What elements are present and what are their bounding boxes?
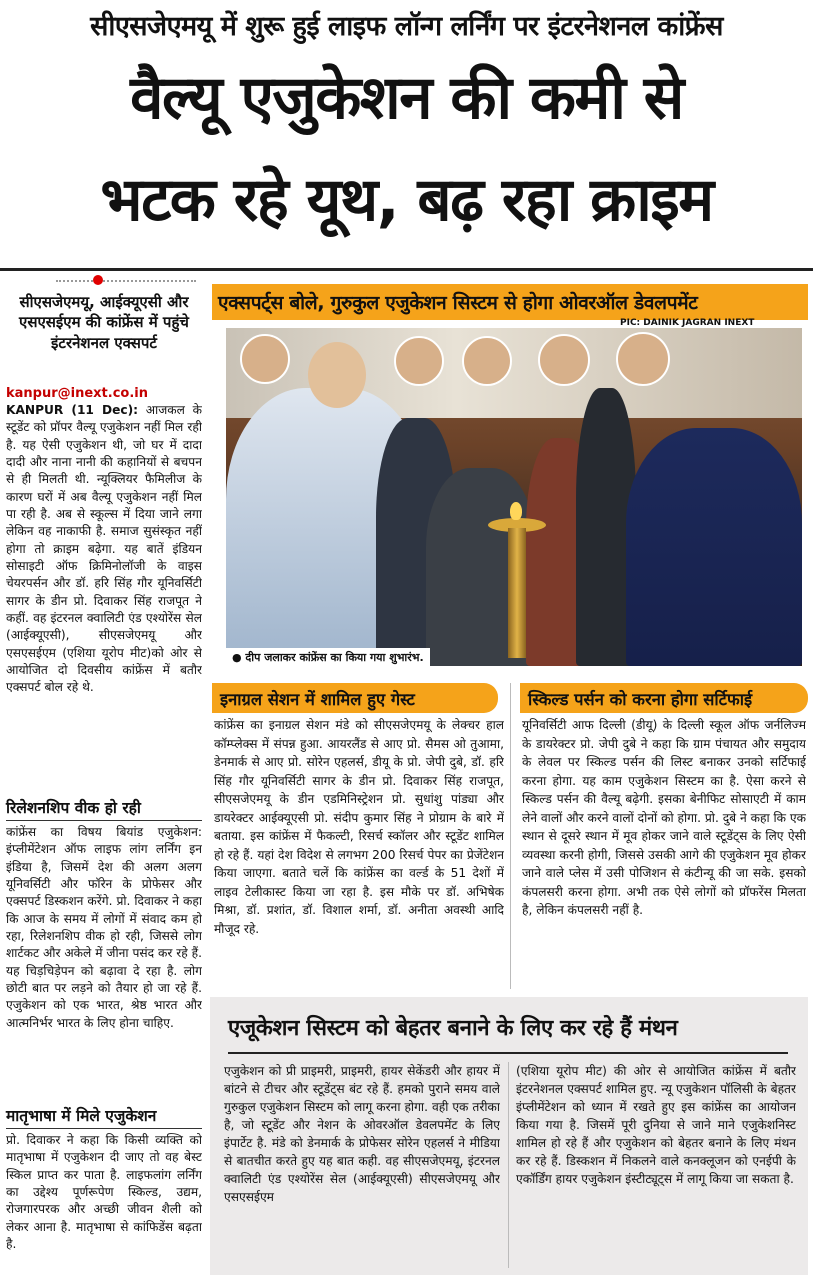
section-body-skilled: यूनिवर्सिटी आफ दिल्ली (डीयू) के दिल्ली स्कूल ऑफ जर्नलिज्म के डायरेक्टर प्रो. जेपी दुबे ने कहा कि ग्राम पंचायत और समुदाय के लेवल पर स्किल्ड पर्सन की लिस्ट बनाकर उनको सर्टिफाई करना होगा. यह काम एजुकेशन सिस्टम का है. ऐसा करने से स्किल्ड पर्सन की वैल्यू बढ़ेगी. इसका बेनीफिट सोसाएटी में काम लेने वालों और करने वालों दोनों को होगा. प्रो. दुबे ने कहा कि एक स्थान से दूसरे स्थान में मूव होकर जाने वाले स्टूडेंट्स के लिए ऐसी व्यवस्था करनी होगी, जिससे उसकी आगे की एजुकेशन मूव होकर जाने वाले प्लेस में उसी पोजिशन से कंटीन्यू की जा सके. इसको कंपलसरी करना होगा. अभी तक ऐसे लोगों को प्रॉफरेंस मिलता है, लेकिन कंपलसरी नहीं है. bbox=[522, 718, 806, 918]
sidebar-title: सीएसजेएमयू, आईक्यूएसी और एसएसईएम की कांफ्रेंस में पहुंचे इंटरनेशनल एक्सपर्ट bbox=[19, 293, 189, 352]
speaker-portrait bbox=[394, 336, 444, 386]
sidebar-para-2: प्रो. दिवाकर ने कहा कि किसी व्यक्ति को मातृभाषा में एजुकेशन दी जाए तो वह बेस्ट स्किल प्राप्त कर पाता है. लाइफलांग लर्निंग का उद्देश्य पूर्णरूपेण स्किल्ड, उद्यम, रोजगारपरक और अच्छी जीवन शैली को लेकर आना है. मातृभाषा से कांफिडेंस बढ़ता है. bbox=[6, 1133, 202, 1251]
column-divider bbox=[510, 683, 511, 989]
speaker-portrait bbox=[538, 334, 590, 386]
box-title-rule bbox=[228, 1052, 788, 1054]
subhead-underline bbox=[6, 1128, 202, 1129]
box-column-2: (एशिया यूरोप मीट) की ओर से आयोजित कांफ्रेंस में बतौर इंटरनेशनल एक्सपर्ट शामिल हुए. न्यू एजुकेशन पॉलिसी के बेहतर इंप्लीमेंटेशन को ध्यान में रखते हुए इस कांफ्रेंस का आयोजन किया गया है. जिसमें पूरी दुनिया से जाने माने एजुकेशनिस्ट शामिल हो रहे हैं और एजुकेशन को बेहतर बनाने के लिए मंथन कर रहे हैं. डिस्कशन में निकलने वाले कनक्लूजन को एनईपी के एकॉर्डिंग हायर एजुकेशन इंस्टीट्यूट्स में लागू किया जा सकता है. bbox=[516, 1064, 796, 1187]
section-title-inaugural: इनाग्रल सेशन में शामिल हुए गेस्ट bbox=[212, 683, 498, 713]
reporter-email-link[interactable]: kanpur@inext.co.in bbox=[6, 386, 148, 401]
box-column-divider bbox=[508, 1062, 509, 1268]
section-body-inaugural: कांफ्रेंस का इनाग्रल सेशन मंडे को सीएसजेएमयू के लेक्चर हाल कॉम्प्लेक्स में संपन्न हुआ. आयरलैंड से आए प्रो. सैमस ओ तुआमा, डेनमार्क से आए प्रो. सोरेन एहलर्स, डीयू के प्रो. जेपी दुबे, डॉ. हरि सिंह गौर यूनिवर्सिटी सागर के डीन प्रो. दिवाकर सिंह राजपूत, सीएसजेएमयू के डीन एडमिनिस्ट्रेशन प्रो. सुधांशु पांड्या और डायरेक्टर आईक्यूएसी प्रो. संदीप कुमार सिंह ने प्रोग्राम के बारे में बताया. इस कांफ्रेंस में फैकल्टी, रिसर्च स्कॉलर और स्टूडेंट शामिल हो रहे हैं. यहां देश विदेश से लगभग 200 रिसर्च पेपर का प्रेजेंटेशन किया जाएगा. बताते चलें कि कांफ्रेंस का वर्ल्ड के 51 देशों में लाइव टेलीकास्ट किया जा रहा है. इस मौके पर डॉ. अभिषेक मिश्रा, डॉ. प्रशांत, डॉ. विशाल शर्मा, डॉ. अनीता अवस्थी आदि मौजूद रहे. bbox=[214, 718, 504, 937]
headline-line-1: वैल्यू एजुकेशन की कमी से bbox=[130, 63, 683, 133]
subhead-relationship: रिलेशनशिप वीक हो रही bbox=[6, 799, 141, 817]
speaker-portrait bbox=[240, 334, 290, 384]
photo-banner: एक्सपर्ट्स बोले, गुरुकुल एजुकेशन सिस्टम से होगा ओवरऑल डेवलपमेंट bbox=[212, 284, 808, 320]
kicker-headline: सीएसजेएमयू में शुरू हुई लाइफ लॉन्ग लर्निंग पर इंटरनेशनल कांफ्रेंस bbox=[90, 11, 723, 42]
headline-rule bbox=[0, 268, 813, 271]
sidebar-intro bbox=[6, 402, 202, 782]
dotted-divider bbox=[56, 280, 196, 282]
sidebar-para-1: कांफ्रेंस का विषय बियांड एजुकेशन: इंप्लीमेंटेशन ऑफ लाइफ लांग लर्निंग इन इंडिया है, जिसमें देश की अलग अलग यूनिवर्सिटी और फॉरेन के प्रोफेसर और एक्सपर्ट डिस्कशन करेंगे. प्रो. दिवाकर ने कहा कि आज के समय में लोगों में संवाद कम हो रहा, रिलेशनशिप वीक हो रही, जिससे लोग शार्टकट और अकेले में जीना पसंद कर रहे हैं. यह चिड़चिड़ेपन को बढ़ावा दे रहा है. लोग छोटी बात पर लड़ने को तैयार हो जा रहे हैं. एजुकेशन को एक भारत, श्रेष्ठ भारत और आत्मनिर्भर भारत के लिए होना चाहिए. bbox=[6, 825, 202, 1030]
dateline: KANPUR (11 Dec): bbox=[6, 403, 139, 417]
speaker-portrait bbox=[462, 336, 512, 386]
box-column-1: एजुकेशन को प्री प्राइमरी, प्राइमरी, हायर सेकेंडरी और हायर में बांटने से टीचर और स्टूडेंट्स बंट रहे हैं. हमको पुराने समय वाले गुरुकुल एजुकेशन सिस्टम को लागू करना होगा. वही एक तरीका है, जो स्टूडेंट और नेशन के ओवरऑल डेवलपमेंट के लिए इंपार्टेट है. मंडे को डेनमार्क के प्रोफेसर सोरेन एहलर्स ने मीडिया से बातचीत करते हुए यह बात कही. वह सीएसजेएमयू, इंटरनल क्वालिटी एंड एश्योरेंस सेल (आईक्यूएसी) सीएसजेएमयू और एसएसईएम bbox=[224, 1064, 500, 1205]
photo-credit: PIC: DAINIK JAGRAN INEXT bbox=[620, 318, 755, 328]
section-title-skilled: स्किल्ड पर्सन को करना होगा सर्टिफाई bbox=[520, 683, 808, 713]
box-title: एजूकेशन सिस्टम को बेहतर बनाने के लिए कर रहे हैं मंथन bbox=[228, 1016, 678, 1041]
guest-figure bbox=[626, 428, 802, 666]
flame-icon bbox=[510, 502, 522, 520]
oil-lamp bbox=[508, 528, 526, 658]
headline-line-2: भटक रहे यूथ, बढ़ रहा क्राइम bbox=[100, 165, 713, 235]
subhead-underline bbox=[6, 820, 202, 821]
red-dot-icon bbox=[93, 275, 103, 285]
event-photo bbox=[226, 328, 802, 666]
intro-text: आजकल के स्टूडेंट को प्रॉपर वैल्यू एजुकेशन नहीं मिल रही है. यह ऐसी एजुकेशन थी, जो घर में दादा दादी और नाना नानी की कहानियों से बचपन से ही मिलती थी. न्यूक्लियर फैमिलीज के कारण घरों में अब वैल्यू एजुकेशन नहीं मिल पा रही है. अब से स्कूल्स में दिया जाने लगा लेकिन वह नाकाफी है. समाज सुसंस्कृत नहीं होगा तो क्राइम बढ़ेगा. यह बातें इंडियन सोसाइटी ऑफ क्रिमिनोलॉजी के वाइस चेयरपर्सन और डॉ. हरि सिंह गौर यूनिवर्सिटी सागर के डीन प्रो. दिवाकर सिंह राजपूत ने कहीं. वह इंटरनल क्वालिटी एंड एश्योरेंस सेल (आईक्यूएसी), सीएसजेएमयू और एसएसईएम (एशिया यूरोप मीट)को ओर से आयोजित दो दिवसीय कांफ्रेंस में बतौर एक्सपर्ट बोल रहे थे. bbox=[6, 403, 202, 695]
subhead-mother-tongue: मातृभाषा में मिले एजुकेशन bbox=[6, 1107, 157, 1125]
guest-face bbox=[308, 342, 366, 408]
speaker-portrait bbox=[616, 332, 670, 386]
photo-caption: ● दीप जलाकर कांफ्रेंस का किया गया शुभारंभ. bbox=[226, 648, 430, 667]
